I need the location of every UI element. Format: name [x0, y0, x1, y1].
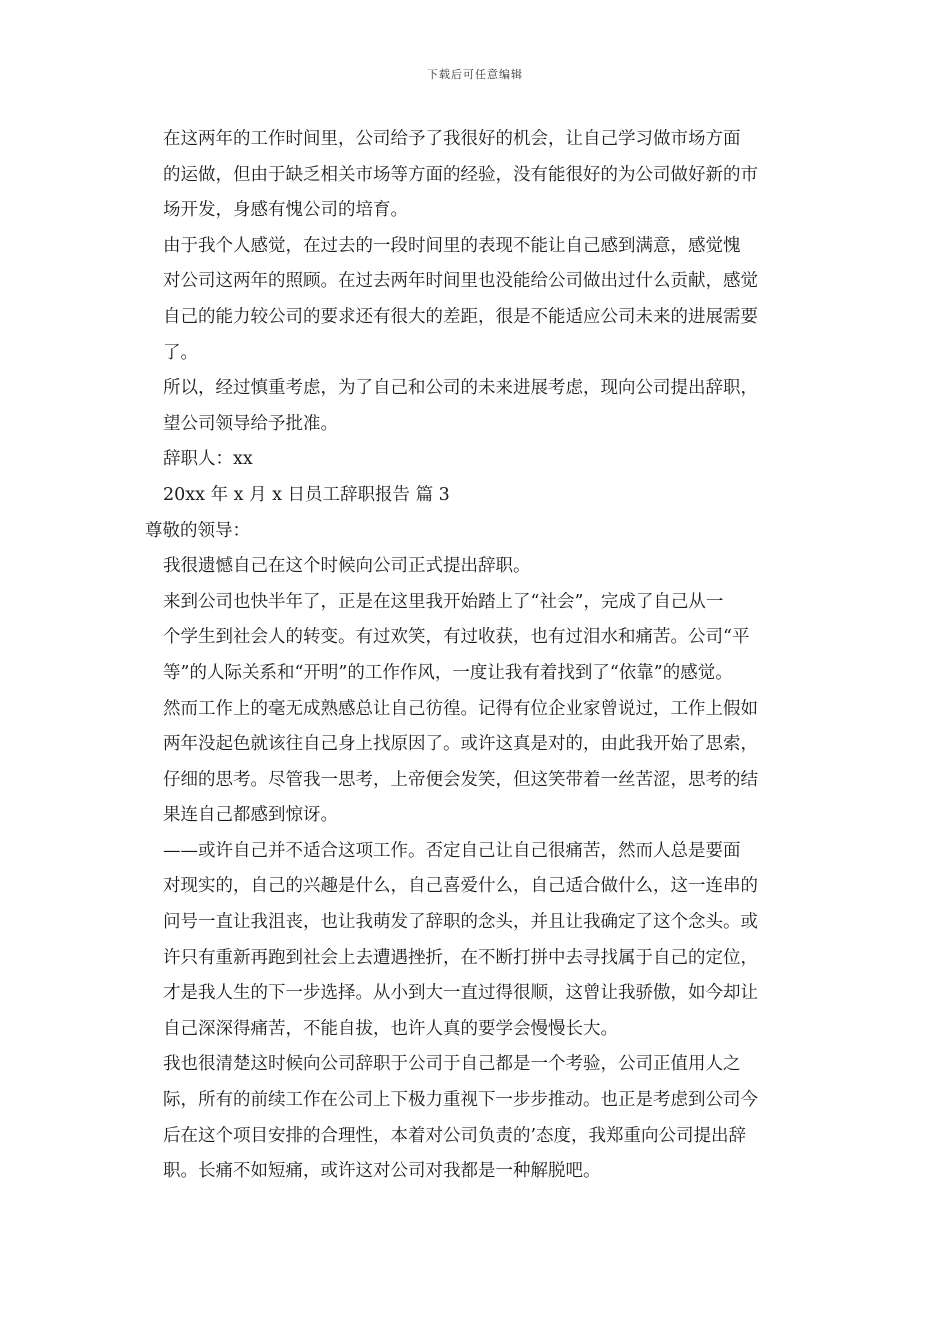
paragraph — [145, 442, 825, 478]
text-line: 对现实的，自己的兴趣是什么，自己喜爱什么，自己适合做什么，这一连串的 — [163, 876, 758, 897]
paragraph — [145, 478, 825, 514]
text-line: 我很遗憾自己在这个时候向公司正式提出辞职。 — [163, 556, 531, 577]
paragraph — [145, 834, 825, 1048]
text-line: 望公司领导给予批准。 — [163, 413, 338, 434]
text-line: 尊敬的领导： — [145, 520, 250, 541]
paragraph — [145, 122, 825, 229]
paragraph — [145, 371, 825, 442]
paragraph — [145, 514, 825, 550]
text-line: 个学生到社会人的转变。有过欢笑，有过收获，也有过泪水和痛苦。公司“平 — [163, 627, 750, 648]
text-line: 仔细的思考。尽管我一思考，上帝便会发笑，但这笑带着一丝苦涩，思考的结 — [163, 769, 758, 790]
text-line: 的运做，但由于缺乏相关市场等方面的经验，没有能很好的为公司做好新的市 — [163, 164, 758, 185]
text-line: 了。 — [163, 342, 198, 363]
text-line: 由于我个人感觉，在过去的一段时间里的表现不能让自己感到满意，感觉愧 — [163, 235, 741, 256]
text-line: 后在这个项目安排的合理性，本着对公司负责的’态度，我郑重向公司提出辞 — [163, 1125, 747, 1146]
paragraph — [145, 229, 825, 371]
text-line: 职。长痛不如短痛，或许这对公司对我都是一种解脱吧。 — [163, 1161, 601, 1182]
text-line: 际，所有的前续工作在公司上下极力重视下一步步推动。也正是考虑到公司今 — [163, 1090, 758, 1111]
text-line: 才是我人生的下一步选择。从小到大一直过得很顺，这曾让我骄傲，如今却让 — [163, 983, 758, 1004]
text-line: 20xx 年 x 月 x 日员工辞职报告 篇 3 — [163, 484, 450, 505]
paragraph — [145, 585, 825, 834]
text-line: 辞职人：xx — [163, 449, 253, 470]
document-body — [145, 122, 825, 1190]
text-line: 然而工作上的毫无成熟感总让自己彷徨。记得有位企业家曾说过，工作上假如 — [163, 698, 758, 719]
text-line: 问号一直让我沮丧，也让我萌发了辞职的念头，并且让我确定了这个念头。或 — [163, 912, 758, 933]
text-line: 等”的人际关系和“开明”的工作作风，一度让我有着找到了“依靠”的感觉。 — [163, 662, 733, 683]
paragraph — [145, 549, 825, 585]
paragraph — [145, 1047, 825, 1189]
text-line: 果连自己都感到惊讶。 — [163, 805, 338, 826]
text-line: 两年没起色就该往自己身上找原因了。或许这真是对的，由此我开始了思索， — [163, 734, 758, 755]
text-line: ——或许自己并不适合这项工作。否定自己让自己很痛苦，然而人总是要面 — [163, 840, 741, 861]
text-line: 所以，经过慎重考虑，为了自己和公司的未来进展考虑，现向公司提出辞职， — [163, 378, 758, 399]
text-line: 许只有重新再跑到社会上去遭遇挫折，在不断打拼中去寻找属于自己的定位， — [163, 947, 758, 968]
text-line: 自己的能力较公司的要求还有很大的差距，很是不能适应公司未来的进展需要 — [163, 306, 758, 327]
text-line: 在这两年的工作时间里，公司给予了我很好的机会，让自己学习做市场方面 — [163, 129, 741, 149]
text-line: 场开发，身感有愧公司的培育。 — [163, 200, 408, 221]
text-line: 我也很清楚这时候向公司辞职于公司于自己都是一个考验，公司正值用人之 — [163, 1054, 741, 1075]
page-header-note: 下载后可任意编辑 — [427, 68, 523, 81]
text-line: 对公司这两年的照顾。在过去两年时间里也没能给公司做出过什么贡献，感觉 — [163, 271, 758, 292]
text-line: 来到公司也快半年了，正是在这里我开始踏上了“社会”，完成了自己从一 — [163, 591, 724, 612]
text-line: 自己深深得痛苦，不能自拔，也许人真的要学会慢慢长大。 — [163, 1018, 618, 1039]
